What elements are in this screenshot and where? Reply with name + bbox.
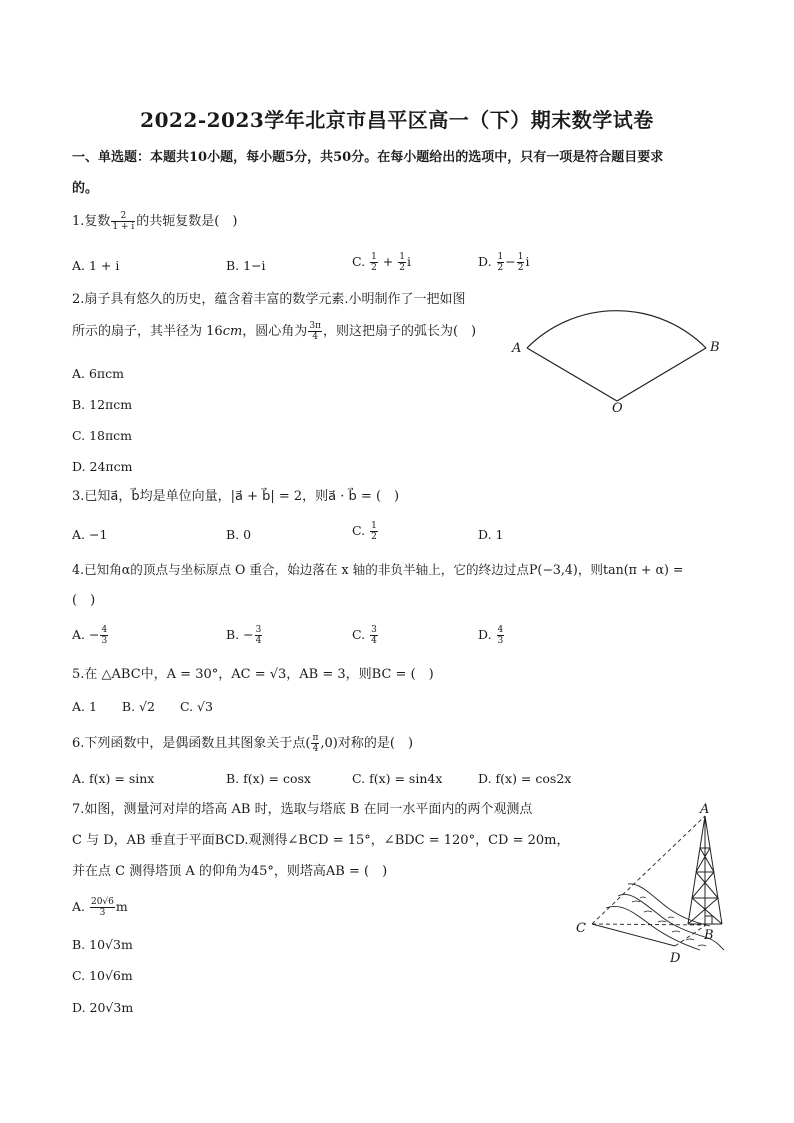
question-7-option-b: B. 10√3m (72, 937, 133, 952)
question-6-stem: 6.下列函数中，是偶函数且其图象关于点( $\frac{\pi}{4}$ ,0)对称的是( ) (72, 733, 414, 754)
section-heading-line2: 的。 (72, 181, 99, 196)
question-5-options: A. 1 B. √2 C. √3 (72, 699, 213, 714)
question-2-option-d: D. 24πcm (72, 459, 133, 474)
question-3-option-b: B. 0 (226, 527, 252, 542)
question-3-stem: 3.已知a⃗，b⃗均是单位向量，|a⃗ + b⃗| = 2，则a⃗ · b⃗ = ( ) (72, 489, 400, 504)
question-4-line1: 4.已知角α的顶点与坐标原点 O 重合，始边落在 x 轴的非负半轴上，它的终边过点P(−3,4)，则tan(π + α) = (72, 562, 684, 577)
question-2-option-b: B. 12πcm (72, 397, 133, 412)
question-1-option-d: D. $\frac{1}{2}$ − $\frac{1}{2}$ i (478, 252, 530, 273)
page-title: 2022-2023学年北京市昌平区高一（下）期末数学试卷 (140, 108, 654, 132)
question-7-option-c: C. 10√6m (72, 968, 133, 983)
question-4-option-b: B. − $\frac{3}{4}$ (226, 625, 262, 646)
river-bank (606, 906, 700, 950)
question-1-option-a: A. 1 + i (72, 258, 120, 273)
tower-label-c: C (576, 921, 586, 936)
fan-radius-ob (617, 348, 706, 401)
question-1-option-b: B. 1−i (226, 258, 266, 273)
tower (688, 816, 722, 924)
question-3-option-c: C. $\frac{1}{2}$ (352, 521, 377, 542)
question-4-option-a: A. − $\frac{4}{3}$ (72, 625, 108, 646)
question-4-line2: ( ) (72, 593, 96, 608)
fan-label-o: O (612, 401, 623, 416)
question-2-line2: 所示的扇子，其半径为 16cm，圆心角为 $\frac{3\pi}{4}$ ，则这把扇子的弧长为( ) (72, 321, 477, 342)
question-6-option-a: A. f(x) = sinx (72, 771, 155, 786)
question-2-line1: 2.扇子具有悠久的历史，蕴含着丰富的数学元素.小明制作了一把如图 (72, 292, 466, 307)
tower-label-b: B (704, 928, 714, 943)
question-3-option-d: D. 1 (478, 527, 504, 542)
section-heading-line1: 一、单选题：本题共10小题，每小题5分，共50分。在每小题给出的选项中，只有一项是符合题目要求 (72, 150, 664, 165)
question-3-option-a: A. −1 (72, 527, 108, 542)
question-6-option-d: D. f(x) = cos2x (478, 771, 572, 786)
question-2-option-a: A. 6πcm (72, 366, 124, 381)
question-2-option-c: C. 18πcm (72, 428, 133, 443)
fraction: $\frac{2}{1 + i}$ (112, 211, 135, 232)
question-7-line1: 7.如图，测量河对岸的塔高 AB 时，选取与塔底 B 在同一水平面内的两个观测点 (72, 802, 533, 817)
tower-label-d: D (670, 951, 681, 966)
question-1-option-c: C. $\frac{1}{2}$ + $\frac{1}{2}$ i (352, 252, 411, 273)
river-bank (628, 884, 710, 926)
question-5-stem: 5.在 △ABC中，A = 30°，AC = √3，AB = 3，则BC = ( ) (72, 667, 434, 682)
question-6-option-b: B. f(x) = cosx (226, 771, 311, 786)
question-7-line3: 并在点 C 测得塔顶 A 的仰角为45°，则塔高AB = ( ) (72, 864, 388, 879)
question-4-option-c: C. $\frac{3}{4}$ (352, 625, 377, 646)
question-7-line2: C 与 D，AB 垂直于平面BCD.观测得∠BCD = 15°，∠BDC = 120°，CD = 20m， (72, 833, 570, 848)
question-6-option-c: C. f(x) = sin4x (352, 771, 443, 786)
fan-radius-oa (527, 348, 617, 401)
tower-label-a: A (700, 802, 710, 817)
question-4-option-d: D. $\frac{4}{3}$ (478, 625, 504, 646)
fan-label-b: B (710, 340, 720, 355)
sightline-ca (592, 816, 705, 924)
fan-label-a: A (512, 341, 522, 356)
question-7-option-a: A. $\frac{20√6}{3}$ m (72, 897, 128, 918)
question-1-stem: 1.复数 $\frac{2}{1 + i}$ 的共轭复数是( ) (72, 211, 238, 232)
tower-figure (570, 798, 745, 970)
fan-figure (500, 285, 740, 425)
question-7-option-d: D. 20√3m (72, 1000, 134, 1015)
fan-arc (527, 311, 706, 348)
line-cd (592, 924, 675, 946)
